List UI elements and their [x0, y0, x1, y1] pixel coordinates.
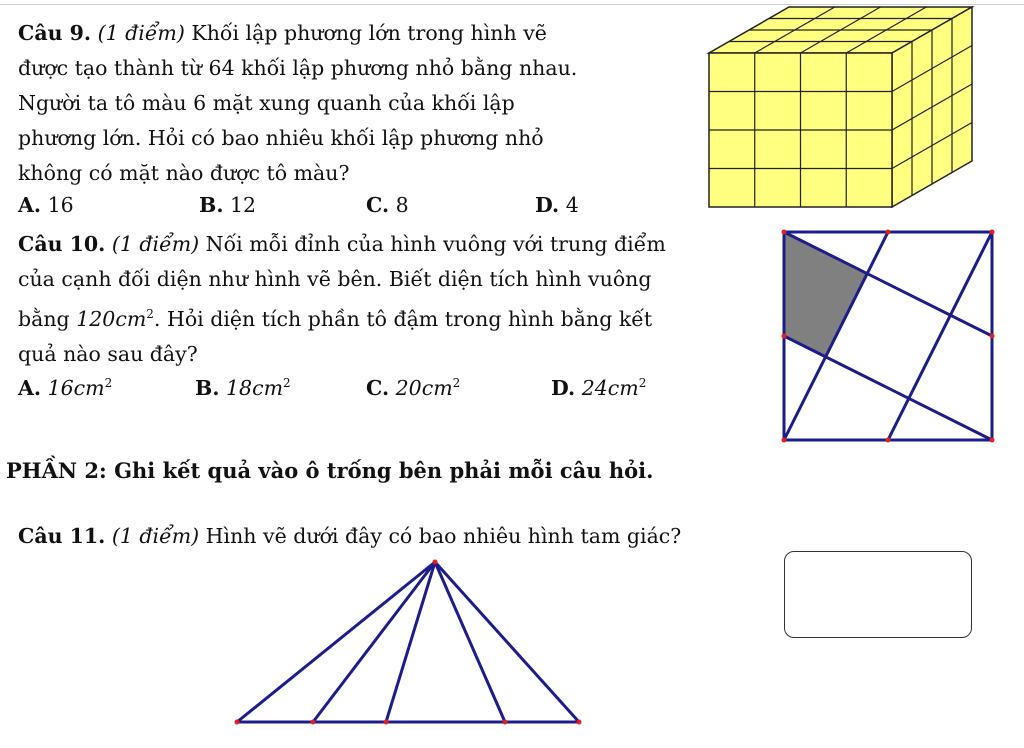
triangle-point-dot — [577, 720, 582, 725]
square-figure — [774, 224, 1004, 449]
q11-points: (1 điểm) — [111, 524, 200, 548]
q10-option-b-value: 18cm — [226, 375, 284, 400]
triangle-point-dot — [235, 720, 240, 725]
square-point-dot — [990, 334, 995, 339]
triangle-point-dot — [433, 560, 438, 565]
triangle-point-dot — [384, 720, 389, 725]
q10-option-b-letter: B. — [195, 375, 220, 400]
q11-answer-box[interactable] — [784, 551, 972, 638]
q10-option-c-letter: C. — [366, 375, 390, 400]
q10-option-c-exp: 2 — [452, 376, 461, 390]
q10-option-c-value: 20cm — [395, 375, 453, 400]
q9-option-a-letter: A. — [18, 193, 42, 217]
section-2-title: PHẦN 2: Ghi kết quả vào ô trống bên phải mỗi câu hỏi. — [6, 458, 654, 483]
q9-text-3: Người ta tô màu 6 mặt xung quanh của khối lập — [18, 91, 515, 115]
triangle-side-line — [435, 562, 579, 722]
q10-points: (1 điểm) — [111, 232, 200, 256]
q9-option-b[interactable] — [199, 190, 256, 220]
q10-area-exp: 2 — [146, 307, 154, 321]
shaded-region — [784, 232, 867, 357]
q10-option-b-exp: 2 — [283, 376, 291, 390]
q10-text-3-post: . Hỏi diện tích phần tô đậm trong hình bằng kết — [153, 306, 653, 331]
q11-text: Hình vẽ dưới đây có bao nhiêu hình tam giác? — [205, 524, 682, 548]
q10-line-3 — [18, 297, 768, 337]
square-point-dot — [782, 334, 787, 339]
q10-option-b[interactable] — [195, 368, 291, 403]
q10-option-d-exp: 2 — [638, 376, 647, 390]
square-point-dot — [782, 230, 787, 235]
question-9 — [18, 16, 698, 191]
triangle-side-line — [435, 562, 505, 722]
q9-option-b-value: 12 — [230, 193, 257, 217]
q9-points: (1 điểm) — [97, 21, 185, 45]
square-point-dot — [990, 230, 995, 235]
q10-option-c[interactable] — [366, 368, 460, 403]
q9-label: Câu 9. — [18, 21, 92, 45]
q9-option-a[interactable] — [18, 190, 74, 220]
q10-option-a-exp: 2 — [104, 376, 113, 390]
q9-option-c[interactable] — [366, 190, 409, 220]
square-point-dot — [782, 438, 787, 443]
q10-text-3-pre: bằng — [18, 306, 70, 331]
q9-option-d[interactable] — [535, 190, 579, 220]
question-10 — [18, 227, 768, 372]
square-point-dot — [886, 230, 891, 235]
triangle-point-dot — [503, 720, 508, 725]
q9-text-2: được tạo thành từ 64 khối lập phương nhỏ bằng nhau. — [18, 56, 578, 80]
vertex-to-midpoint-line — [784, 336, 992, 440]
triangle-side-line — [237, 562, 435, 722]
q10-option-a-letter: A. — [18, 375, 42, 400]
square-point-dot — [886, 438, 891, 443]
q9-option-c-value: 8 — [395, 193, 409, 217]
question-11 — [18, 519, 681, 554]
square-point-dot — [990, 438, 995, 443]
q10-text-2: của cạnh đối diện như hình vẽ bên. Biết diện tích hình vuông — [18, 267, 652, 291]
q9-option-b-letter: B. — [199, 193, 224, 217]
q9-text-4: phương lớn. Hỏi có bao nhiêu khối lập phương nhỏ — [18, 126, 544, 150]
q10-option-a[interactable] — [18, 368, 112, 403]
q10-text-1: Nối mỗi đỉnh của hình vuông với trung điểm — [205, 232, 666, 256]
q9-option-d-value: 4 — [565, 193, 579, 217]
q11-label: Câu 11. — [18, 524, 106, 548]
triangle-side-line — [313, 562, 435, 722]
q10-area-value: 120cm — [76, 306, 147, 331]
q10-line-1 — [18, 227, 768, 262]
triangle-side-line — [386, 562, 435, 722]
triangle-point-dot — [311, 720, 316, 725]
q10-text-4: quả nào sau đây? — [18, 341, 198, 366]
q9-option-c-letter: C. — [366, 193, 390, 217]
cube-figure — [700, 5, 990, 215]
q10-option-d-value: 24cm — [581, 375, 639, 400]
q9-option-d-letter: D. — [535, 193, 560, 217]
q9-text-5: không có mặt nào được tô màu? — [18, 161, 350, 185]
vertex-to-midpoint-line — [888, 232, 992, 440]
q10-option-d-letter: D. — [551, 375, 576, 400]
q10-option-a-value: 16cm — [47, 375, 105, 400]
q10-label: Câu 10. — [18, 232, 106, 256]
q9-option-a-value: 16 — [47, 193, 74, 217]
triangle-figure — [228, 556, 588, 736]
q10-option-d[interactable] — [551, 368, 646, 403]
q9-text-1: Khối lập phương lớn trong hình vẽ — [191, 21, 547, 45]
q9-line-1 — [18, 16, 698, 51]
